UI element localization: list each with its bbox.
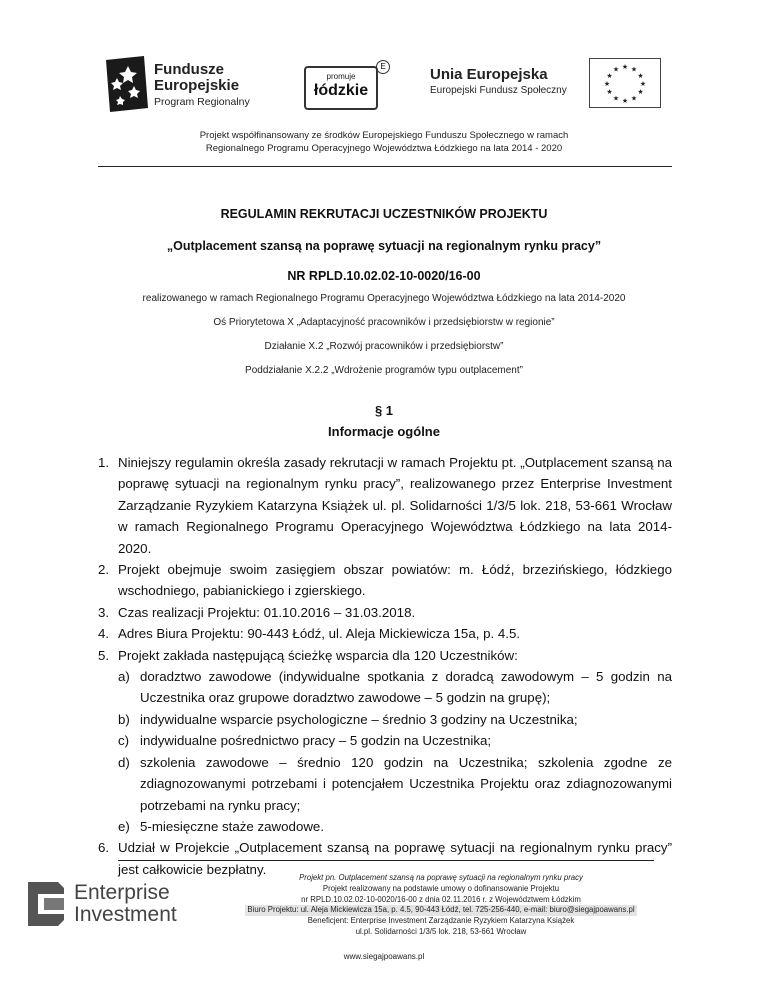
footer-website-link[interactable]: www.siegajpoawans.pl <box>343 952 425 961</box>
list-number: 6. <box>98 840 110 856</box>
sub-list-item <box>118 730 672 751</box>
promuje-lodzkie-logo <box>304 60 394 110</box>
promuje-label: promuje <box>326 72 356 81</box>
footer-line2: Projekt realizowany na podstawie umowy o dofinansowanie Projektu <box>322 883 560 893</box>
realized-line: realizowanego w ramach Regionalnego Programu Operacyjnego Województwa Łódzkiego na lata 2014-2020 <box>142 293 626 304</box>
sub-list-label: e) <box>118 818 130 834</box>
sub-list-text: doradztwo zawodowe (indywidualne spotkania z doradcą zawodowym – 5 godzin na Uczestnika oraz grupowe doradztwo zawodowe – 5 godzin na grupę); <box>140 669 672 706</box>
svg-text:★: ★ <box>621 97 629 105</box>
list-item-text: Projekt zakłada następującą ścieżkę wsparcia dla 120 Uczestników: <box>118 647 518 663</box>
project-number: NR RPLD.10.02.02-10-0020/16-00 <box>287 269 481 283</box>
list-item-text: Adres Biura Projektu: 90-443 Łódź, ul. Aleja Mickiewicza 15a, p. 4.5. <box>118 626 521 642</box>
promuje-mark: E <box>376 60 390 74</box>
footer-info <box>196 873 686 938</box>
list-number: 3. <box>98 604 110 620</box>
sub-list-item <box>118 752 672 816</box>
cofinancing-line2: Regionalnego Programu Operacyjnego Województwa Łódzkiego na lata 2014 - 2020 <box>205 143 563 154</box>
section-title: Informacje ogólne <box>328 424 440 439</box>
list-number: 5. <box>98 647 110 663</box>
list-item <box>98 452 672 559</box>
ue-title: Unia Europejska <box>430 66 548 83</box>
list-number: 2. <box>98 562 110 578</box>
svg-text:★: ★ <box>612 94 620 103</box>
fe-line2: Europejskie <box>154 77 240 94</box>
header-logos <box>104 52 664 116</box>
footer-line1: Projekt pn. Outplacement szansą na poprawę sytuacji na regionalnym rynku pracy <box>299 873 583 882</box>
project-name: „Outplacement szansą na poprawę sytuacji na regionalnym rynku pracy” <box>166 239 602 253</box>
measure: Działanie X.2 „Rozwój pracowników i przedsiębiorstw” <box>264 341 504 352</box>
ei-line2: Investment <box>74 903 177 926</box>
sub-list-label: b) <box>118 711 130 727</box>
svg-text:★: ★ <box>637 88 644 96</box>
footer-line3: nr RPLD.10.02.02-10-0020/16-00 z dnia 02.11.2016 r. z Województwem Łódzkim <box>301 894 581 904</box>
list-number: 1. <box>98 455 110 470</box>
enterprise-investment-logo <box>24 880 194 932</box>
svg-text:★: ★ <box>637 72 644 80</box>
list-number: 4. <box>98 626 110 642</box>
svg-text:★: ★ <box>603 80 611 88</box>
eu-flag-icon <box>589 58 661 108</box>
cofinancing-line1: Projekt współfinansowany ze środków Europejskiego Funduszu Społecznego w ramach <box>199 130 569 141</box>
submeasure: Poddziałanie X.2.2 „Wdrożenie programów typu outplacement” <box>245 365 523 376</box>
svg-text:★: ★ <box>630 94 638 103</box>
list-item <box>98 645 672 838</box>
general-info-list <box>98 452 672 880</box>
fe-line3: Program Regionalny <box>154 96 250 108</box>
list-item <box>98 623 672 644</box>
fundusze-europejskie-mark-icon <box>104 56 150 112</box>
footer-line4: Biuro Projektu: ul. Aleja Mickiewicza 15a, p. 4.5, 90-443 Łódź, tel. 725-256-440, e-mail: biuro@siegajpoawans.pl <box>247 905 635 915</box>
sub-list-item <box>118 816 672 837</box>
sub-list-text: indywidualne wsparcie psychologiczne – średnio 3 godziny na Uczestnika; <box>140 711 578 727</box>
svg-text:★: ★ <box>630 65 638 74</box>
list-item-text: Projekt obejmuje swoim zasięgiem obszar powiatów: m. Łódź, brzezińskiego, łódzkiego wschodniego, pabianickiego i zgierskiego. <box>118 562 672 599</box>
sub-list-text: 5-miesięczne staże zawodowe. <box>140 818 325 834</box>
sub-list-label: a) <box>118 669 130 685</box>
sub-list-text: szkolenia zawodowe – średnio 120 godzin na Uczestnika; szkolenia zgodne ze zdiagnozowanymi potrzebami i potencjałem Uczestnika Projektu oraz zdiagnozowanymi potrzebami na rynku pracy; <box>140 754 672 813</box>
list-item <box>98 602 672 623</box>
lodzkie-label: łódzkie <box>313 82 369 99</box>
ei-line1: Enterprise <box>74 881 170 904</box>
svg-text:★: ★ <box>612 65 620 74</box>
footer-divider <box>118 860 654 861</box>
fundusze-europejskie-logo <box>104 56 269 112</box>
svg-text:★: ★ <box>621 63 629 71</box>
list-item-text: Niniejszy regulamin określa zasady rekrutacji w ramach Projektu pt. „Outplacement szansą na poprawę sytuacji na regionalnym rynku pracy”, realizowanego przez Enterprise Investment Zarządzanie Ryzykiem Katarzyna Książek ul. pl. Solidarności 1/3/5 lok. 218, 53-661 Wrocław w ramach Regionalnego Programu Operacyjnego Województwa Łódzkiego na lata 2014-2020. <box>118 455 672 556</box>
list-item-text: Udział w Projekcie „Outplacement szansą na poprawę sytuacji na regionalnym rynku pracy” jest całkowicie bezpłatny. <box>118 840 672 877</box>
fe-line1: Fundusze <box>154 61 224 78</box>
section-symbol: § 1 <box>374 403 394 418</box>
list-item-text: Czas realizacji Projektu: 01.10.2016 – 31.03.2018. <box>118 604 416 620</box>
sub-list-item <box>118 709 672 730</box>
sub-list-item <box>118 666 672 709</box>
ue-subtitle: Europejski Fundusz Społeczny <box>430 85 567 96</box>
svg-text:★: ★ <box>606 72 613 80</box>
priority-axis: Oś Priorytetowa X „Adaptacyjność pracowników i przedsiębiorstw w regionie” <box>213 317 555 328</box>
svg-text:★: ★ <box>606 88 613 96</box>
sub-list-text: indywidualne pośrednictwo pracy – 5 godzin na Uczestnika; <box>140 733 492 749</box>
enterprise-investment-mark-icon <box>24 880 68 928</box>
unia-europejska-text <box>430 66 590 96</box>
footer-line5: Beneficjent: Enterprise Investment Zarządzanie Ryzykiem Katarzyna Książek <box>307 916 575 926</box>
header-divider <box>98 166 672 167</box>
cofinancing-note <box>0 129 768 155</box>
svg-text:★: ★ <box>639 80 647 88</box>
document-title: REGULAMIN REKRUTACJI UCZESTNIKÓW PROJEKTU <box>220 207 548 221</box>
list-item <box>98 559 672 602</box>
footer-line6: ul.pl. Solidarności 1/3/5 lok. 218, 53-661 Wrocław <box>355 926 527 936</box>
sub-list-label: c) <box>118 733 130 749</box>
sub-list-label: d) <box>118 754 130 770</box>
